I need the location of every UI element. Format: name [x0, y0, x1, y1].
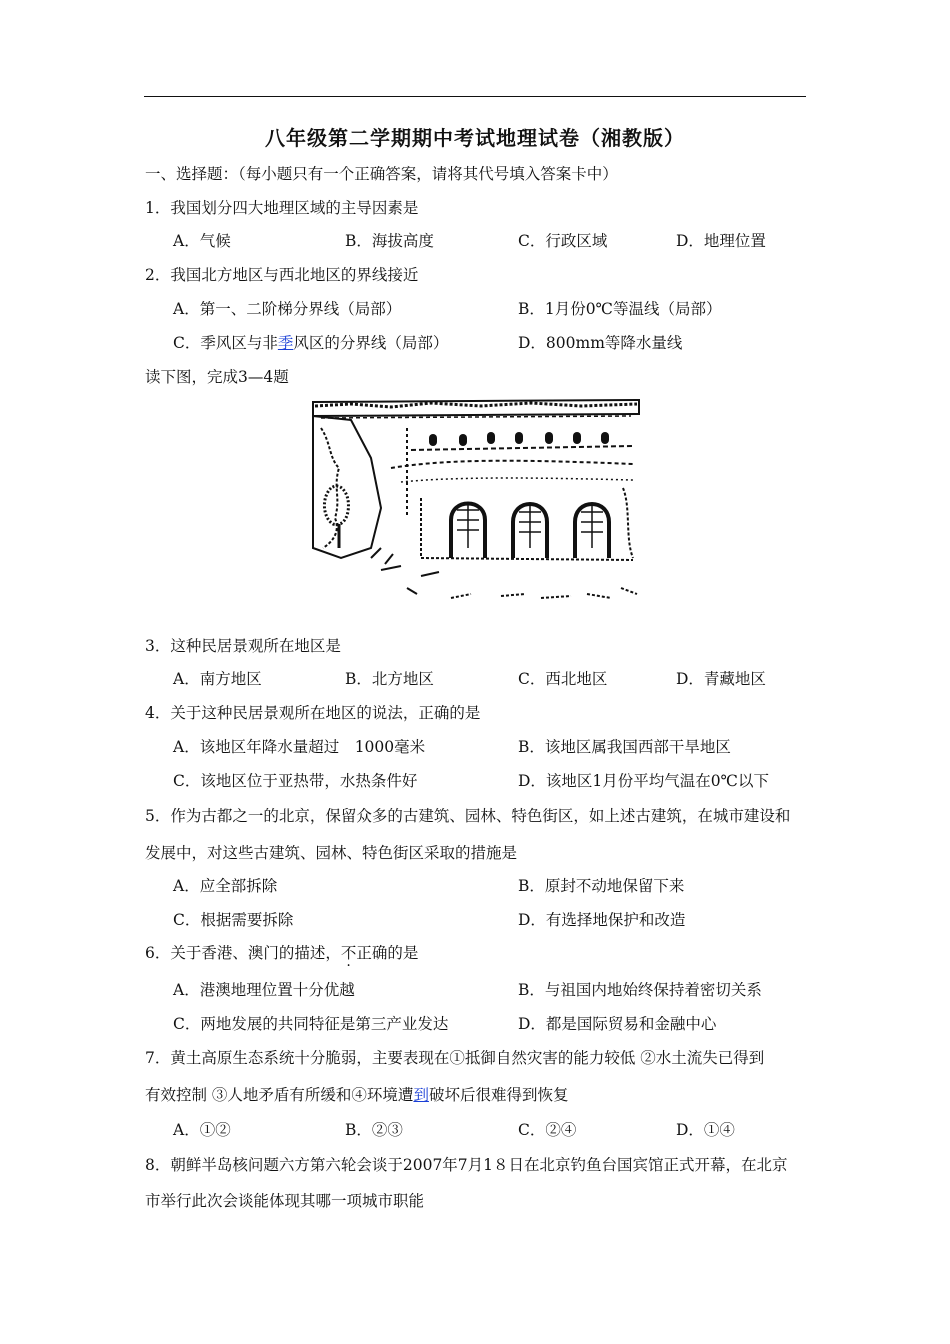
question-7-stem-line1: 7．黄土高原生态系统十分脆弱，主要表现在①抵御自然灾害的能力较低 ②水土流失已得到: [145, 1049, 765, 1067]
q2-option-d: D．800mm等降水量线: [518, 334, 683, 352]
q4-option-a: A．该地区年降水量超过 1000毫米: [173, 738, 426, 756]
q5-option-d: D．有选择地保护和改造: [518, 911, 686, 929]
q3-option-b: B．北方地区: [345, 670, 434, 688]
q6-option-c: C．两地发展的共同特征是第三产业发达: [173, 1015, 449, 1033]
question-5-stem-line1: 5．作为古都之一的北京，保留众多的古建筑、园林、特色街区，如上述古建筑，在城市建设和: [145, 807, 791, 825]
q1-option-d: D．地理位置: [676, 232, 766, 250]
q6-option-d: D．都是国际贸易和金融中心: [518, 1015, 717, 1033]
q2-option-c-link[interactable]: 季: [277, 334, 294, 352]
q7-option-d: D．①④: [676, 1121, 735, 1139]
q7-option-a: A．①②: [173, 1121, 231, 1139]
q1-option-a: A．气候: [173, 232, 231, 250]
q4-option-b: B．该地区属我国西部干旱地区: [518, 738, 731, 756]
header-rule: [144, 96, 806, 97]
q3-option-d: D．青藏地区: [676, 670, 766, 688]
q2-option-c: [173, 333, 448, 353]
q2-option-c-pre: C．季风区与非: [173, 334, 278, 352]
q2-option-b: B．1月份0℃等温线（局部）: [518, 300, 722, 318]
q7-option-c: C．②④: [518, 1121, 577, 1139]
q4-option-c: C．该地区位于亚热带，水热条件好: [173, 772, 418, 790]
q2-option-c-post: 风区的分界线（局部）: [293, 334, 449, 352]
q5-option-a: A．应全部拆除: [173, 877, 278, 895]
q1-option-b: B．海拔高度: [345, 232, 434, 250]
q7-stem2-link[interactable]: 到: [413, 1086, 429, 1104]
q3-option-c: C．西北地区: [518, 670, 608, 688]
question-8-stem-line1: 8．朝鲜半岛核问题六方第六轮会谈于2007年7月1８日在北京钓鱼台国宾馆正式开幕，在北京: [145, 1156, 788, 1174]
page-title: 八年级第二学期期中考试地理试卷（湘教版）: [265, 126, 685, 150]
q7-stem2-pre: 有效控制 ③人地矛盾有所缓和④环境遭: [145, 1086, 414, 1104]
q7-stem2-post: 破坏后很难得到恢复: [428, 1086, 569, 1104]
section-heading: 一、选择题：（每小题只有一个正确答案，请将其代号填入答案卡中）: [145, 165, 618, 183]
q3-option-a: A．南方地区: [173, 670, 262, 688]
read-map-instruction: 读下图，完成3—4题: [145, 368, 289, 386]
cave-dwelling-figure: [311, 398, 641, 602]
q6-stem-emphasis: 不: [340, 944, 357, 962]
q5-option-b: B．原封不动地保留下来: [518, 877, 685, 895]
q6-option-b: B．与祖国内地始终保持着密切关系: [518, 981, 762, 999]
q1-option-c: C．行政区域: [518, 232, 608, 250]
q6-stem-pre: 6．关于香港、澳门的描述，: [145, 944, 341, 962]
q2-option-a: A．第一、二阶梯分界线（局部）: [173, 300, 402, 318]
question-3-stem: 3．这种民居景观所在地区是: [145, 637, 341, 655]
question-6-stem: [145, 943, 418, 963]
q5-option-c: C．根据需要拆除: [173, 911, 294, 929]
question-2-stem: 2．我国北方地区与西北地区的界线接近: [145, 266, 419, 284]
question-1-stem: 1．我国划分四大地理区域的主导因素是: [145, 199, 419, 217]
q7-option-b: B．②③: [345, 1121, 403, 1139]
question-7-stem-line2: [145, 1085, 568, 1105]
q6-option-a: A．港澳地理位置十分优越: [173, 981, 355, 999]
question-4-stem: 4．关于这种民居景观所在地区的说法，正确的是: [145, 704, 481, 722]
question-5-stem-line2: 发展中，对这些古建筑、园林、特色街区采取的措施是: [145, 844, 518, 862]
q4-option-d: D．该地区1月份平均气温在0℃以下: [518, 772, 769, 790]
q6-stem-post: 正确的是: [356, 944, 419, 962]
question-8-stem-line2: 市举行此次会谈能体现其哪一项城市职能: [145, 1192, 425, 1210]
